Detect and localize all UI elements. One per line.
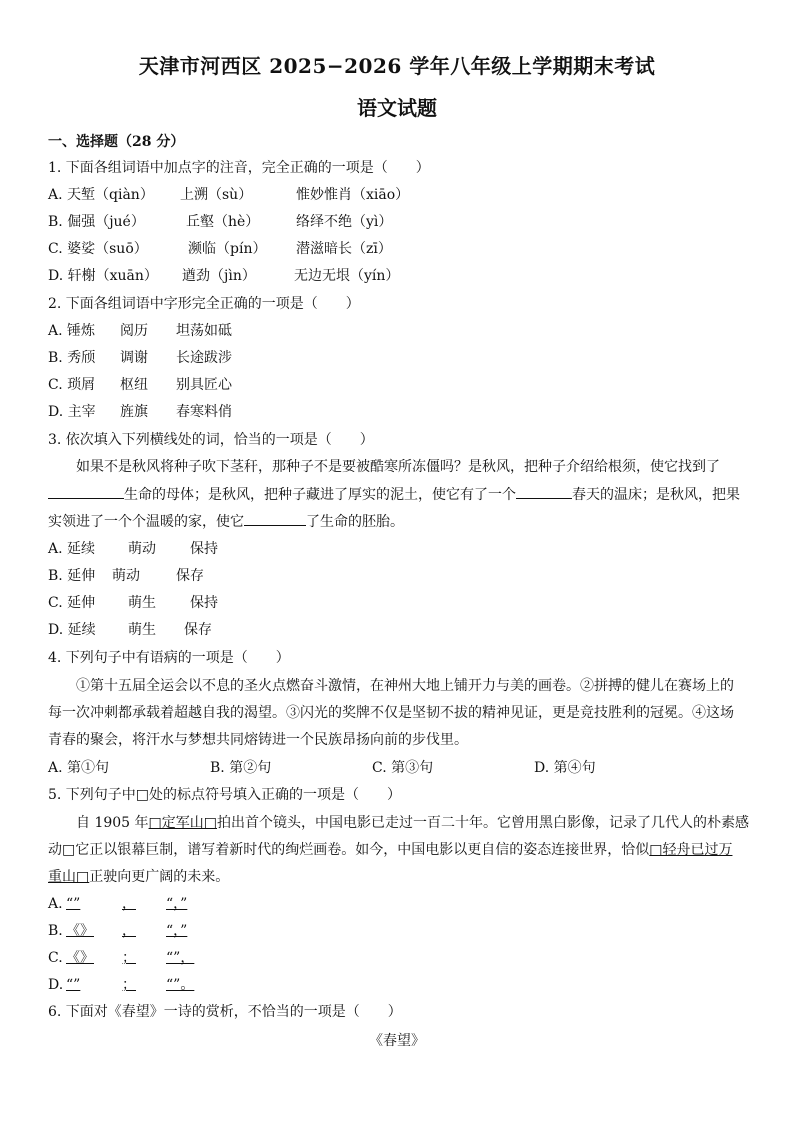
option-word: 络绎不绝（yì） <box>296 214 393 230</box>
option-word: 调谢 <box>120 350 148 366</box>
option-word: 萌生 <box>128 622 156 638</box>
option-word: 别具匠心 <box>176 377 232 393</box>
option-label: C. <box>48 950 63 966</box>
option-word: 保持 <box>190 541 218 557</box>
option-mark: “” <box>66 896 81 912</box>
option-word: 遒劲（jìn） <box>182 268 256 284</box>
option-label: A. 延续 <box>48 541 96 557</box>
passage-text: 实领进了一个个温暖的家，使它 <box>48 514 244 530</box>
q4-passage-line: 每一次冲刺都承载着超越自我的渴望。③闪光的奖牌不仅是坚韧不拔的精神见证，更是竞技胜利的冠冕。④这场 <box>48 705 734 721</box>
option-word: 濒临（pín） <box>188 241 267 257</box>
option-word: 潜滋暗长（zī） <box>296 241 392 257</box>
option-word: 保持 <box>190 595 218 611</box>
option-label: B. 延伸 <box>48 568 96 584</box>
passage-text: 正驶向更广阔的未来。 <box>89 869 230 885</box>
option-label: D. 主宰 <box>48 404 96 420</box>
option-mark: “，” <box>166 896 188 912</box>
q4-passage-line: ①第十五届全运会以不息的圣火点燃奋斗激情，在神州大地上铺开力与美的画卷。②拼搏的健儿在赛场上的 <box>76 678 734 694</box>
option-mark: ， <box>122 896 136 912</box>
q2-stem: 2. 下面各组词语中字形完全正确的一项是（ ） <box>48 296 360 312</box>
passage-text: 拍出首个镜头，中国电影已走过一百二十年。它曾用黑白影像，记录了几代人的朴素感 <box>217 815 749 831</box>
option-label: A. 锤炼 <box>48 323 96 339</box>
passage-text: 自 1905 年 <box>76 815 149 831</box>
q4-stem: 4. 下列句子中有语病的一项是（ ） <box>48 650 290 666</box>
option-word: 保存 <box>176 568 204 584</box>
option-word: 惟妙惟肖（xiāo） <box>296 187 410 203</box>
poem-title: 《春望》 <box>369 1033 425 1049</box>
option-label: A. <box>48 896 63 912</box>
option-a: A. 第①句 <box>48 760 110 776</box>
option-mark: “，” <box>166 923 188 939</box>
fill-blank <box>244 511 306 526</box>
q3-passage-line <box>48 511 404 532</box>
option-word: 保存 <box>184 622 212 638</box>
option-label: B. 倔强（jué） <box>48 214 145 230</box>
q3-stem: 3. 依次填入下列横线处的词，恰当的一项是（ ） <box>48 432 374 448</box>
option-mark: ； <box>122 950 136 966</box>
passage-text: 春天的温床；是秋风，把果 <box>572 487 740 503</box>
option-mark: ， <box>122 923 136 939</box>
option-c: C. 第③句 <box>372 760 434 776</box>
underlined-text: □定军山□ <box>148 815 217 831</box>
q5-passage-line <box>48 867 229 887</box>
fill-blank <box>516 484 572 499</box>
page-title: 天津市河西区 2025−2026 学年八年级上学期期末考试 <box>138 54 656 78</box>
q4-passage-line: 青春的聚会，将汗水与梦想共同熔铸进一个民族昂扬向前的步伐里。 <box>48 732 468 748</box>
option-d: D. 第④句 <box>534 760 596 776</box>
option-mark: 《》 <box>66 950 94 966</box>
option-mark: “” <box>66 977 81 993</box>
option-word: 萌生 <box>128 595 156 611</box>
option-label: C. 延伸 <box>48 595 96 611</box>
option-b: B. 第②句 <box>210 760 272 776</box>
q1-stem: 1. 下面各组词语中加点字的注音，完全正确的一项是（ ） <box>48 160 430 176</box>
option-word: 春寒料俏 <box>176 404 232 420</box>
option-mark: “”， <box>166 950 195 966</box>
option-label: B. 秀颀 <box>48 350 96 366</box>
q3-passage-line: 如果不是秋风将种子吹下茎秆，那种子不是要被酷寒所冻僵吗？是秋风，把种子介绍给根须，使它找到了 <box>76 459 720 475</box>
q5-passage-line <box>76 813 749 833</box>
option-word: 丘壑（hè） <box>186 214 260 230</box>
option-word: 旌旗 <box>120 404 148 420</box>
option-word: 萌动 <box>128 541 156 557</box>
option-label: C. 琐屑 <box>48 377 96 393</box>
section-heading: 一、选择题（28 分） <box>48 134 185 150</box>
passage-text: 动□它正以银幕巨制，谱写着新时代的绚烂画卷。如今，中国电影以更自信的姿态连接世界，恰似 <box>48 842 650 858</box>
option-word: 萌动 <box>112 568 140 584</box>
option-word: 长途跋涉 <box>176 350 232 366</box>
passage-text: 了生命的胚胎。 <box>306 514 404 530</box>
underlined-text: □轻舟已过万 <box>649 842 733 858</box>
q5-passage-line <box>48 840 732 860</box>
option-word: 枢纽 <box>120 377 148 393</box>
page-subtitle: 语文试题 <box>357 96 437 120</box>
underlined-text: 重山□ <box>48 869 90 885</box>
q5-stem: 5. 下列句子中□处的标点符号填入正确的一项是（ ） <box>48 787 402 803</box>
q3-passage-line <box>48 484 740 505</box>
passage-text: 生命的母体；是秋风，把种子藏进了厚实的泥土，使它有了一个 <box>124 487 516 503</box>
option-word: 阅历 <box>120 323 148 339</box>
option-label: A. 天堑（qiàn） <box>48 187 154 203</box>
option-word: 坦荡如砥 <box>176 323 232 339</box>
option-label: B. <box>48 923 63 939</box>
option-mark: 《》 <box>66 923 94 939</box>
q6-stem: 6. 下面对《春望》一诗的赏析，不恰当的一项是（ ） <box>48 1004 402 1020</box>
option-label: D. <box>48 977 64 993</box>
option-word: 无边无垠（yín） <box>294 268 400 284</box>
option-word: 上溯（sù） <box>180 187 253 203</box>
option-label: C. 婆娑（suō） <box>48 241 148 257</box>
option-label: D. 延续 <box>48 622 96 638</box>
option-label: D. 轩榭（xuān） <box>48 268 158 284</box>
option-mark: “”。 <box>166 977 195 993</box>
fill-blank <box>48 484 124 499</box>
option-mark: ； <box>122 977 136 993</box>
